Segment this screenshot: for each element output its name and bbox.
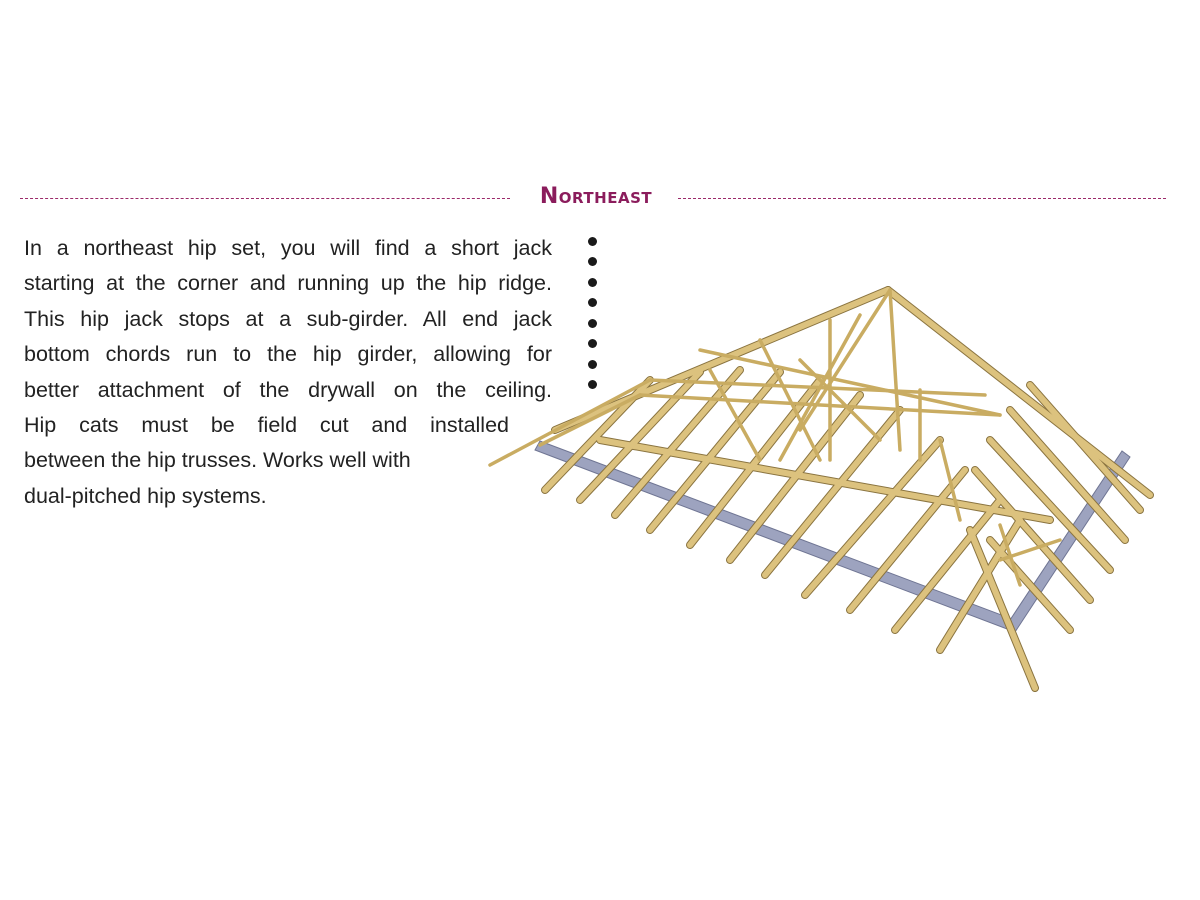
body-line: better attachment of the drywall on the ceiling. — [24, 377, 552, 402]
body-line: Hip cats must be field cut and installed — [24, 413, 509, 438]
section-title: Northeast — [539, 184, 653, 209]
section-rule-right — [678, 198, 1166, 199]
body-line: bottom chords run to the hip girder, allowing for — [24, 342, 552, 367]
body-line: between the hip trusses. Works well with — [24, 448, 411, 473]
body-paragraph — [24, 231, 552, 514]
body-line: dual-pitched hip systems. — [24, 483, 267, 508]
wall-plate — [535, 441, 1130, 632]
bullet-dot — [588, 257, 597, 266]
body-line: In a northeast hip set, you will find a short jack — [24, 236, 552, 260]
truss-members — [490, 290, 1150, 688]
hip-truss-illustration — [480, 270, 1180, 710]
body-line: starting at the corner and running up the hip ridge. — [24, 271, 552, 296]
section-rule-left — [20, 198, 510, 199]
body-line: This hip jack stops at a sub-girder. All end jack — [24, 306, 552, 331]
bullet-dot — [588, 237, 597, 246]
